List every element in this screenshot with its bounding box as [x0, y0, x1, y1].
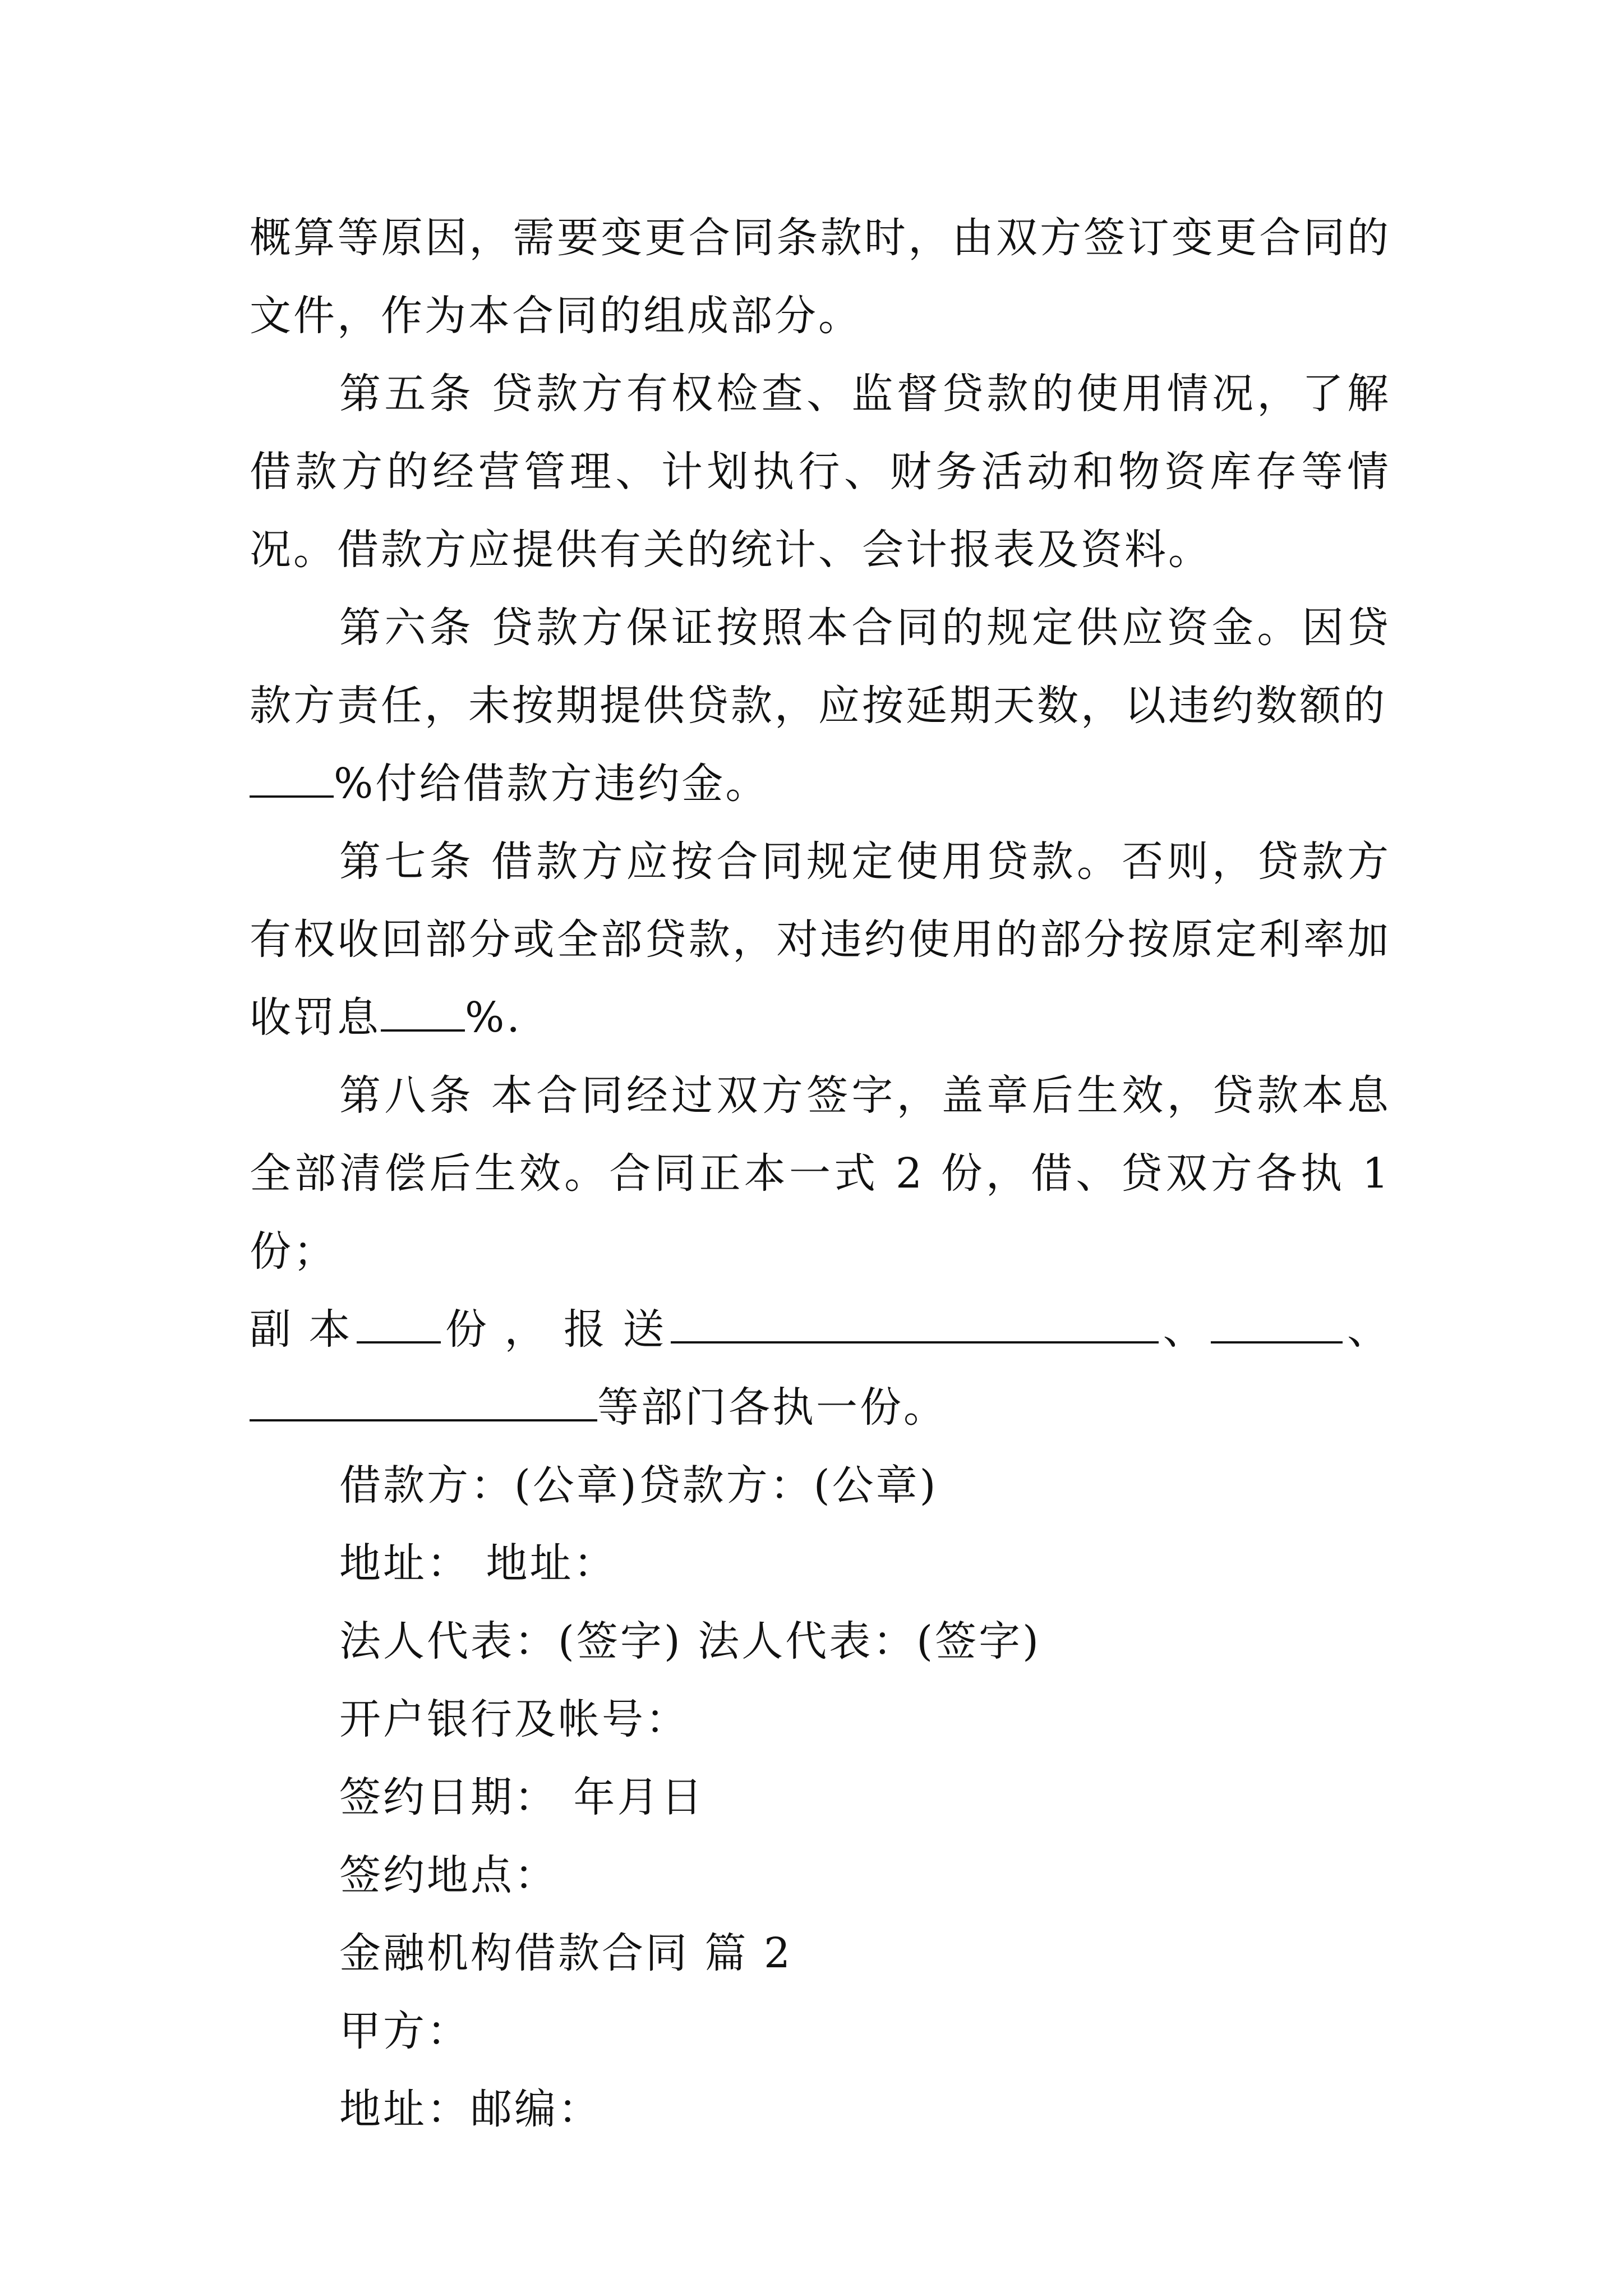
article-8: 第八条 本合同经过双方签字，盖章后生效，贷款本息全部清偿后生效。合同正本一式 2 份，借、贷双方各执 1 份；	[250, 1071, 1391, 1276]
blank-penalty-field	[381, 995, 465, 1032]
article-6-text: 第六条 贷款方保证按照本合同的规定供应资金。因贷款方责任，未按期提供贷款，应按延期天数，以违约数额的	[250, 604, 1391, 730]
party-a-address: 地址：邮编：	[339, 2085, 602, 2133]
article-8-copies-line	[250, 1291, 1391, 1369]
signature-line-legal-rep: 法人代表：(签字) 法人代表：(签字)	[339, 1617, 1041, 1665]
article-8-departments-line	[250, 1369, 1391, 1447]
signature-block	[250, 1447, 1391, 2148]
signature-line-parties: 借款方：(公章)贷款方：(公章)	[339, 1461, 938, 1510]
article-6-tail: %付给借款方违约金。	[334, 760, 769, 808]
section-title-part-2: 金融机构借款合同 篇 2	[339, 1929, 793, 1977]
send-to-label: 份 ， 报 送	[445, 1305, 667, 1354]
blank-recipient-3	[250, 1384, 597, 1421]
article-7-text: 第七条 借款方应按合同规定使用贷款。否则，贷款方有权收回部分或全部贷款，对违约使用的部分按原定利率加收罚息	[250, 838, 1391, 1042]
departments-tail: 等部门各执一份。	[597, 1383, 947, 1432]
signature-line-date: 签约日期： 年月日	[339, 1773, 705, 1821]
separator-1: 、	[1163, 1305, 1207, 1354]
blank-recipient-1	[671, 1306, 1159, 1343]
signature-line-address: 地址： 地址：	[339, 1539, 617, 1588]
article-7-tail: %.	[465, 993, 522, 1042]
blank-recipient-2	[1211, 1306, 1343, 1343]
separator-2: 、	[1347, 1305, 1391, 1354]
article-7	[250, 823, 1391, 1057]
blank-rate-field	[250, 761, 334, 798]
article-5: 第五条 贷款方有权检查、监督贷款的使用情况，了解借款方的经营管理、计划执行、财务活动和物资库存等情况。借款方应提供有关的统计、会计报表及资料。	[250, 370, 1391, 574]
signature-line-place: 签约地点：	[339, 1851, 558, 1899]
copies-label: 副 本	[250, 1305, 353, 1354]
party-a-label: 甲方：	[339, 2007, 471, 2055]
signature-line-bank-account: 开户银行及帐号：	[339, 1695, 689, 1743]
document-content	[250, 199, 1391, 2148]
blank-copies-field	[357, 1306, 441, 1343]
article-6	[250, 589, 1391, 823]
paragraph-continuation: 概算等原因，需要变更合同条款时，由双方签订变更合同的文件，作为本合同的组成部分。	[250, 214, 1391, 340]
